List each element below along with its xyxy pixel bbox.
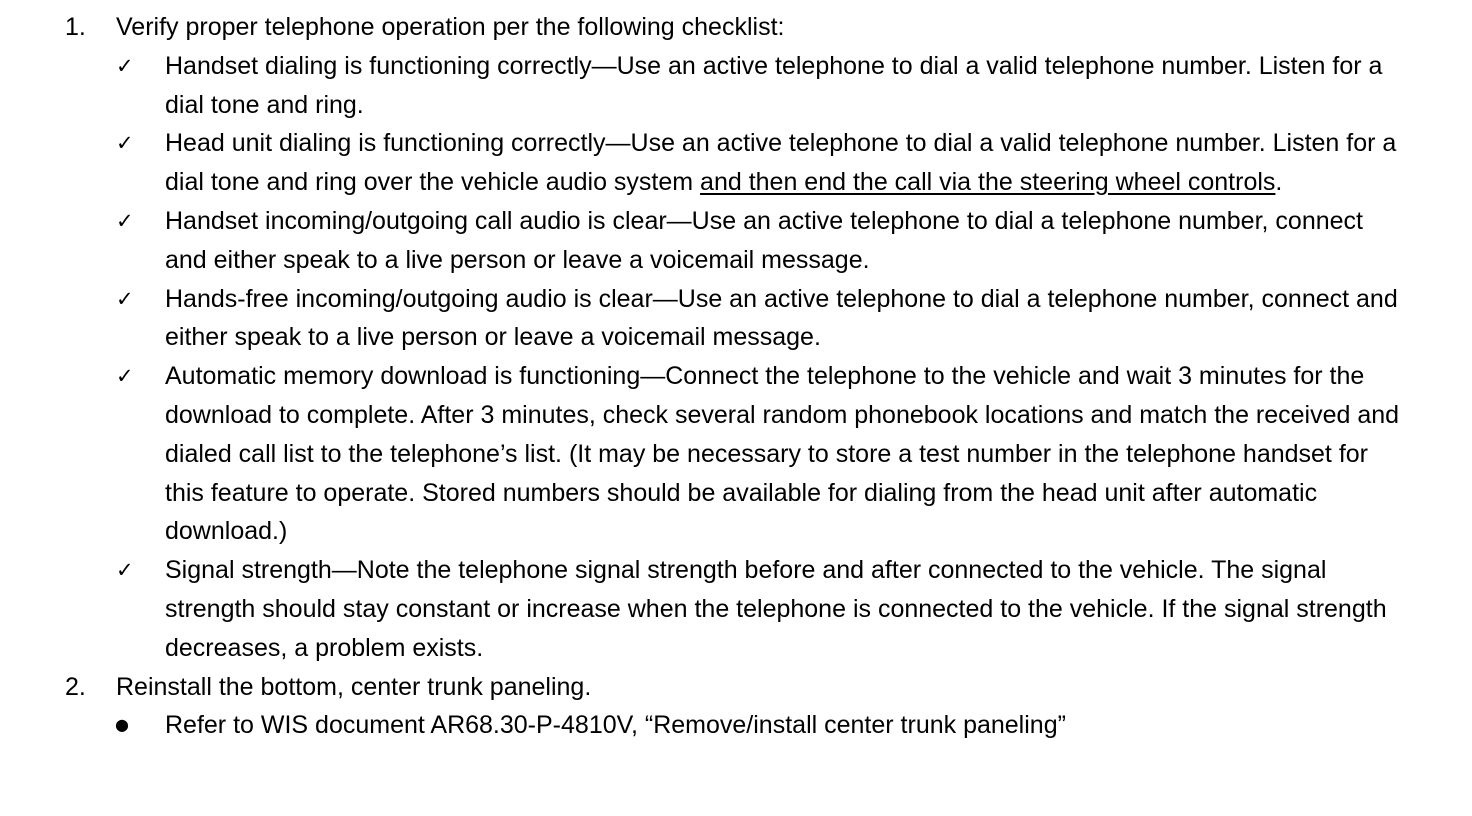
- bullet-list: [0, 706, 1472, 745]
- step-2: [0, 668, 1472, 707]
- checklist-item-text-end: .: [1275, 168, 1283, 197]
- bullet-item-text: Refer to WIS document AR68.30-P-4810V, “Remove/install center trunk paneling”: [165, 711, 1066, 740]
- checklist-item-text: Hands-free incoming/outgoing audio is clear—Use an active telephone to dial a telephone number, connect and either speak to a live person or leave a voicemail message.: [165, 284, 1398, 352]
- checklist-item-text: Handset dialing is functioning correctly—Use an active telephone to dial a valid telephone number. Listen for a dial tone and ring.: [165, 51, 1383, 119]
- step-number: 1.: [65, 13, 86, 41]
- checklist-item-signal-strength: [0, 551, 1405, 667]
- checkmark-icon: ✓: [116, 53, 134, 78]
- bullet-icon: ●: [115, 715, 129, 735]
- checkmark-icon: ✓: [116, 131, 134, 156]
- checklist-item-handset-audio: [0, 202, 1405, 280]
- step-1: [0, 8, 1472, 47]
- checklist-item-text: Automatic memory download is functioning—Connect the telephone to the vehicle and wait 3 minutes for the download to complete. After 3 minutes, check several random phonebook locations and match the received and dialed call list to the telephone’s list. (It may be necessary to store a test number in the telephone handset for this feature to operate. Stored numbers should be available for dialing from the head unit after automatic download.): [165, 362, 1400, 546]
- checklist-item-text: Handset incoming/outgoing call audio is clear—Use an active telephone to dial a telephone number, connect and either speak to a live person or leave a voicemail message.: [165, 206, 1363, 274]
- checkmark-icon: ✓: [116, 558, 134, 583]
- bullet-item-wis-reference: [0, 706, 1405, 745]
- step-text: Reinstall the bottom, center trunk paneling.: [116, 672, 592, 701]
- checklist-item-hands-free-audio: [0, 280, 1405, 358]
- document-page: [0, 8, 1472, 745]
- checklist-item-text: Signal strength—Note the telephone signal strength before and after connected to the vehicle. The signal strength should stay constant or increase when the telephone is connected to the vehicle. If the signal strength decreases, a problem exists.: [165, 556, 1387, 662]
- step-number: 2.: [65, 672, 86, 701]
- checklist-item-handset-dialing: [0, 47, 1405, 125]
- checklist-item-head-unit-dialing: [0, 124, 1405, 202]
- checkmark-icon: ✓: [116, 286, 134, 311]
- underlined-instruction: and then end the call via the steering wheel controls: [700, 168, 1276, 197]
- checkmark-icon: ✓: [116, 208, 134, 233]
- checklist-item-memory-download: [0, 357, 1405, 551]
- step-text: Verify proper telephone operation per the following checklist:: [116, 13, 785, 41]
- checklist: [0, 47, 1472, 668]
- checklist-item-text: Head unit dialing is functioning correctly—Use an active telephone to dial a valid telephone number. Listen for a dial tone and ring over the vehicle audio system: [165, 129, 1397, 197]
- checkmark-icon: ✓: [116, 364, 134, 389]
